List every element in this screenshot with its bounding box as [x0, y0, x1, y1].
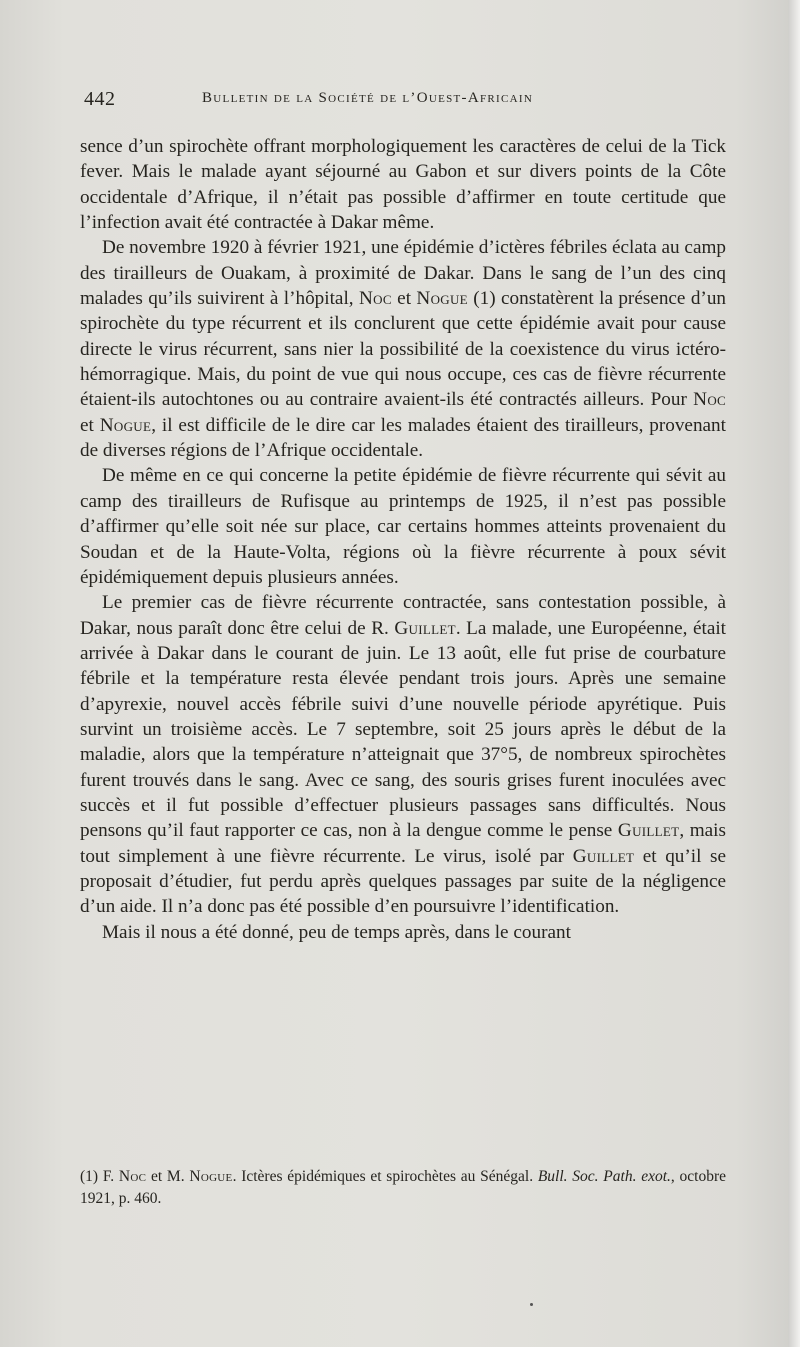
author-name: Nogue [416, 288, 468, 310]
text-segment: (1) constatèrent la présence d’un spirochète du type récurrent et ils conclurent que cette épidémie avait pour cause directe le virus récurrent, sans nier la possibilité de la coexistence du virus ictéro-hémorragique. Mais, du point de vue qui nous occupe, ces cas de fièvre récurrente étaient-ils autochtones ou au contraire avaient-ils été contractés ailleurs. Pour [80, 288, 727, 411]
footnote-author: Nogue [189, 1168, 233, 1185]
text-segment: Le premier cas de fièvre récurrente contractée, sans contestation possible, à Dakar, nous paraît donc être celui de R. [80, 592, 726, 639]
author-name: Noc [693, 389, 726, 411]
footnote-title: . Ictères épidémiques et spirochètes au Sénégal. [232, 1168, 538, 1185]
author-name: Nogue [99, 414, 152, 436]
author-name: Guillet [572, 845, 635, 867]
text-segment: et [80, 414, 100, 436]
page-edge [788, 0, 800, 1347]
text-segment: Mais il nous a été donné, peu de temps après, dans le courant [102, 921, 571, 943]
text-segment: sence d’un spirochète offrant morphologiquement les caractères de celui de la Tick fever. Mais le malade ayant séjourné au Gabon et sur divers points de la Côte occidentale d’Afrique, il n’était pas possible d’affirmer en toute certitude que l’infection avait été contractée à Dakar même. [80, 136, 726, 234]
body-text [80, 134, 726, 945]
paragraph-continuation [80, 134, 726, 235]
ink-speck [530, 1303, 533, 1306]
paragraph-rufisque-epidemic [80, 463, 726, 590]
page-number: 442 [84, 88, 116, 110]
text-segment: De même en ce qui concerne la petite épidémie de fièvre récurrente qui sévit au camp des tirailleurs de Rufisque au printemps de 1925, il n’est pas possible d’affirmer qu’elle soit née sur place, car certains hommes atteints provenaient du Soudan et de la Haute-Volta, régions où la fièvre récurrente à poux sévit épidémiquement depuis plusieurs années. [80, 465, 726, 588]
text-segment: et [391, 288, 417, 310]
text-segment: et qu’il se proposait d’étudier, fut perdu après quelques passages par suite de la négligence d’un aide. Il n’a donc pas été possible d’en poursuivre l’identification. [80, 845, 726, 918]
text-segment: De novembre 1920 à février 1921, une épidémie d’ictères fébriles éclata au camp des tirailleurs de Ouakam, à proximité de Dakar. Dans le sang de l’un des cinq malades qu’ils suivirent à l’hôpital, [80, 237, 726, 310]
footnote [80, 1166, 726, 1210]
author-name: Guillet [394, 617, 456, 639]
author-name: Guillet [617, 820, 680, 842]
paragraph-final-line [80, 920, 726, 945]
footnote-text: et M. [146, 1168, 190, 1185]
footnote-marker: (1) F. [80, 1168, 119, 1185]
text-segment: , mais tout simplement à une fièvre récurrente. Le virus, isolé par [80, 820, 726, 867]
paragraph-ouakam-epidemic [80, 235, 726, 463]
running-title: Bulletin de la Société de l’Ouest-Africain [202, 90, 534, 106]
paragraph-guillet-case [80, 590, 726, 919]
footnote-journal: Bull. Soc. Path. exot. [537, 1168, 671, 1185]
text-segment: , il est difficile de le dire car les malades étaient des tirailleurs, provenant de diverses régions de l’Afrique occidentale. [80, 414, 726, 462]
page-header [84, 88, 724, 118]
text-segment: . La malade, une Européenne, était arrivée à Dakar dans le courant de juin. Le 13 août, elle fut prise de courbature fébrile et la température resta élevée pendant trois jours. Après une semaine d’apyrexie, nouvel accès fébrile suivi d’une nouvelle période apyrétique. Puis survint un troisième accès. Le 7 septembre, soit 25 jours après le début de la maladie, alors que la température n’atteignait que 37°5, de nombreux spirochètes furent trouvés dans le sang. Avec ce sang, des souris grises furent inoculées avec succès et il fut possible d’effectuer plusieurs passages sans difficultés. Nous pensons qu’il faut rapporter ce cas, non à la dengue comme le pense [80, 617, 727, 842]
author-name: Noc [358, 288, 392, 310]
footnote-tail: , octobre 1921, p. 460. [80, 1168, 727, 1207]
footnote-author: Noc [118, 1168, 147, 1185]
